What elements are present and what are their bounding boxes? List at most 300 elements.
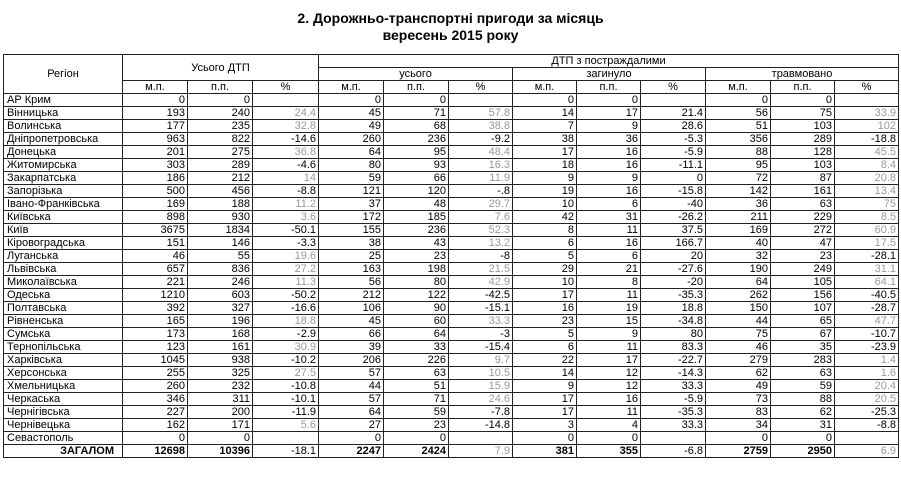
- percent-cell: -15.1: [449, 302, 513, 315]
- value-cell: 0: [706, 432, 771, 445]
- value-cell: 64: [319, 146, 384, 159]
- percent-cell: 83.3: [641, 341, 706, 354]
- percent-cell: 24.6: [449, 393, 513, 406]
- value-cell: 16: [577, 146, 641, 159]
- percent-cell: 1.6: [835, 367, 899, 380]
- value-cell: 1834: [188, 224, 253, 237]
- value-cell: 17: [513, 406, 577, 419]
- percent-header: %: [641, 81, 706, 94]
- percent-cell: 33.9: [835, 107, 899, 120]
- value-cell: 5: [513, 328, 577, 341]
- all-header: усього: [319, 68, 513, 81]
- value-cell: 381: [513, 445, 577, 458]
- value-cell: 17: [577, 107, 641, 120]
- percent-cell: 11.2: [253, 198, 319, 211]
- value-cell: 279: [706, 354, 771, 367]
- value-cell: 38: [513, 133, 577, 146]
- value-cell: 3: [513, 419, 577, 432]
- percent-cell: -10.8: [253, 380, 319, 393]
- region-name: Волинська: [4, 120, 123, 133]
- percent-cell: -2.9: [253, 328, 319, 341]
- value-cell: 122: [384, 289, 449, 302]
- value-cell: 822: [188, 133, 253, 146]
- value-cell: 16: [577, 159, 641, 172]
- percent-cell: 11.3: [253, 276, 319, 289]
- value-cell: 10: [513, 276, 577, 289]
- value-cell: 8: [577, 276, 641, 289]
- table-row: [4, 94, 899, 107]
- value-cell: 186: [123, 172, 188, 185]
- value-cell: 938: [188, 354, 253, 367]
- region-name: Севастополь: [4, 432, 123, 445]
- table-row: [4, 328, 899, 341]
- percent-cell: -14.8: [449, 419, 513, 432]
- total-dtp-header: Усього ДТП: [123, 55, 319, 81]
- year-previous-header: п.п.: [577, 81, 641, 94]
- percent-cell: 52.3: [449, 224, 513, 237]
- region-name: Чернігівська: [4, 406, 123, 419]
- percent-cell: -40.5: [835, 289, 899, 302]
- percent-header: %: [253, 81, 319, 94]
- percent-cell: -18.8: [835, 133, 899, 146]
- region-header: Регіон: [4, 55, 123, 94]
- percent-cell: [449, 94, 513, 107]
- percent-cell: [641, 432, 706, 445]
- value-cell: 73: [706, 393, 771, 406]
- value-cell: 35: [771, 341, 835, 354]
- value-cell: 71: [384, 393, 449, 406]
- region-name: Луганська: [4, 250, 123, 263]
- value-cell: 9: [577, 328, 641, 341]
- percent-cell: 24.4: [253, 107, 319, 120]
- value-cell: 206: [319, 354, 384, 367]
- table-row: [4, 276, 899, 289]
- percent-cell: -6.8: [641, 445, 706, 458]
- region-name: Харківська: [4, 354, 123, 367]
- value-cell: 71: [384, 107, 449, 120]
- percent-cell: [253, 94, 319, 107]
- value-cell: 67: [771, 328, 835, 341]
- value-cell: 38: [319, 237, 384, 250]
- value-cell: 65: [771, 315, 835, 328]
- value-cell: 32: [706, 250, 771, 263]
- percent-cell: -22.7: [641, 354, 706, 367]
- percent-cell: [641, 94, 706, 107]
- region-name: Чернівецька: [4, 419, 123, 432]
- region-name: Сумська: [4, 328, 123, 341]
- region-name: ЗАГАЛОМ: [4, 445, 123, 458]
- value-cell: 59: [319, 172, 384, 185]
- table-row: [4, 419, 899, 432]
- value-cell: 8: [513, 224, 577, 237]
- value-cell: 963: [123, 133, 188, 146]
- value-cell: 66: [384, 172, 449, 185]
- value-cell: 193: [123, 107, 188, 120]
- percent-cell: 8.5: [835, 211, 899, 224]
- value-cell: 11: [577, 224, 641, 237]
- value-cell: 51: [706, 120, 771, 133]
- value-cell: 150: [706, 302, 771, 315]
- value-cell: 64: [384, 328, 449, 341]
- value-cell: 42: [513, 211, 577, 224]
- value-cell: 232: [188, 380, 253, 393]
- value-cell: 64: [706, 276, 771, 289]
- value-cell: 46: [706, 341, 771, 354]
- percent-cell: 80: [641, 328, 706, 341]
- table-row: [4, 120, 899, 133]
- region-name: Рівненська: [4, 315, 123, 328]
- accidents-table: [3, 54, 899, 458]
- value-cell: 34: [706, 419, 771, 432]
- region-name: Миколаївська: [4, 276, 123, 289]
- table-row: [4, 198, 899, 211]
- value-cell: 121: [319, 185, 384, 198]
- percent-cell: 20: [641, 250, 706, 263]
- year-current-header: м.п.: [319, 81, 384, 94]
- value-cell: 2424: [384, 445, 449, 458]
- percent-cell: -14.6: [253, 133, 319, 146]
- percent-cell: -28.7: [835, 302, 899, 315]
- percent-cell: -23.9: [835, 341, 899, 354]
- value-cell: 16: [577, 393, 641, 406]
- percent-cell: 18.8: [641, 302, 706, 315]
- value-cell: 9: [513, 380, 577, 393]
- percent-cell: -50.2: [253, 289, 319, 302]
- percent-cell: -.8: [449, 185, 513, 198]
- value-cell: 0: [771, 432, 835, 445]
- table-row: [4, 250, 899, 263]
- percent-cell: 27.2: [253, 263, 319, 276]
- percent-cell: -26.2: [641, 211, 706, 224]
- value-cell: 16: [577, 237, 641, 250]
- table-row: [4, 224, 899, 237]
- value-cell: 31: [577, 211, 641, 224]
- value-cell: 56: [706, 107, 771, 120]
- value-cell: 123: [123, 341, 188, 354]
- value-cell: 63: [771, 367, 835, 380]
- value-cell: 151: [123, 237, 188, 250]
- value-cell: 87: [771, 172, 835, 185]
- dtp-victims-header: ДТП з постраждалими: [319, 55, 899, 68]
- value-cell: 57: [319, 367, 384, 380]
- value-cell: 212: [319, 289, 384, 302]
- value-cell: 37: [319, 198, 384, 211]
- percent-cell: [253, 432, 319, 445]
- region-name: Закарпатська: [4, 172, 123, 185]
- percent-cell: -14.3: [641, 367, 706, 380]
- percent-cell: -50.1: [253, 224, 319, 237]
- value-cell: 49: [706, 380, 771, 393]
- table-row: [4, 263, 899, 276]
- value-cell: 236: [384, 224, 449, 237]
- value-cell: 201: [123, 146, 188, 159]
- percent-cell: -11.1: [641, 159, 706, 172]
- value-cell: 2759: [706, 445, 771, 458]
- percent-cell: 45.5: [835, 146, 899, 159]
- value-cell: 240: [188, 107, 253, 120]
- percent-cell: -8: [449, 250, 513, 263]
- region-name: Херсонська: [4, 367, 123, 380]
- value-cell: 161: [771, 185, 835, 198]
- percent-cell: 166.7: [641, 237, 706, 250]
- value-cell: 156: [771, 289, 835, 302]
- value-cell: 29: [513, 263, 577, 276]
- percent-cell: -35.3: [641, 289, 706, 302]
- percent-cell: 3.6: [253, 211, 319, 224]
- value-cell: 185: [384, 211, 449, 224]
- value-cell: 59: [771, 380, 835, 393]
- table-row: [4, 107, 899, 120]
- value-cell: 0: [771, 94, 835, 107]
- value-cell: 0: [384, 432, 449, 445]
- value-cell: 93: [384, 159, 449, 172]
- value-cell: 55: [188, 250, 253, 263]
- value-cell: 90: [384, 302, 449, 315]
- value-cell: 603: [188, 289, 253, 302]
- table-row: [4, 380, 899, 393]
- value-cell: 6: [577, 250, 641, 263]
- percent-cell: 20.5: [835, 393, 899, 406]
- value-cell: 60: [384, 315, 449, 328]
- percent-cell: 20.8: [835, 172, 899, 185]
- value-cell: 16: [513, 302, 577, 315]
- region-name: Житомирська: [4, 159, 123, 172]
- percent-cell: 15.9: [449, 380, 513, 393]
- value-cell: 19: [513, 185, 577, 198]
- table-row: [4, 406, 899, 419]
- percent-cell: -20: [641, 276, 706, 289]
- value-cell: 75: [771, 107, 835, 120]
- percent-cell: 14: [253, 172, 319, 185]
- value-cell: 80: [319, 159, 384, 172]
- value-cell: 169: [706, 224, 771, 237]
- value-cell: 44: [319, 380, 384, 393]
- value-cell: 275: [188, 146, 253, 159]
- killed-header: загинуло: [513, 68, 706, 81]
- page-title: 2. Дорожньо-транспортні пригоди за місяць: [297, 10, 604, 26]
- table-row: [4, 393, 899, 406]
- value-cell: 155: [319, 224, 384, 237]
- value-cell: 190: [706, 263, 771, 276]
- percent-cell: -7.8: [449, 406, 513, 419]
- percent-cell: 47.7: [835, 315, 899, 328]
- value-cell: 15: [577, 315, 641, 328]
- table-row: [4, 159, 899, 172]
- value-cell: 10396: [188, 445, 253, 458]
- value-cell: 3675: [123, 224, 188, 237]
- percent-cell: 37.5: [641, 224, 706, 237]
- value-cell: 165: [123, 315, 188, 328]
- percent-cell: 7.6: [449, 211, 513, 224]
- value-cell: 303: [123, 159, 188, 172]
- value-cell: 246: [188, 276, 253, 289]
- value-cell: 146: [188, 237, 253, 250]
- table-row: [4, 289, 899, 302]
- value-cell: 283: [771, 354, 835, 367]
- percent-header: %: [835, 81, 899, 94]
- page-subtitle: вересень 2015 року: [382, 27, 519, 43]
- percent-cell: 18.8: [253, 315, 319, 328]
- value-cell: 327: [188, 302, 253, 315]
- value-cell: 14: [513, 107, 577, 120]
- percent-cell: -11.9: [253, 406, 319, 419]
- value-cell: 36: [577, 133, 641, 146]
- region-name: Тернопільська: [4, 341, 123, 354]
- percent-header: %: [449, 81, 513, 94]
- value-cell: 17: [513, 393, 577, 406]
- value-cell: 16: [577, 185, 641, 198]
- percent-cell: 21.4: [641, 107, 706, 120]
- percent-cell: -5.9: [641, 146, 706, 159]
- percent-cell: -10.2: [253, 354, 319, 367]
- value-cell: 162: [123, 419, 188, 432]
- table-row: [4, 432, 899, 445]
- percent-cell: -35.3: [641, 406, 706, 419]
- value-cell: 0: [188, 94, 253, 107]
- subheader-row: [4, 81, 899, 94]
- value-cell: 0: [123, 432, 188, 445]
- value-cell: 120: [384, 185, 449, 198]
- year-previous-header: п.п.: [384, 81, 449, 94]
- value-cell: 66: [319, 328, 384, 341]
- value-cell: 72: [706, 172, 771, 185]
- value-cell: 23: [513, 315, 577, 328]
- value-cell: 168: [188, 328, 253, 341]
- value-cell: 59: [384, 406, 449, 419]
- percent-cell: 48.4: [449, 146, 513, 159]
- value-cell: 95: [706, 159, 771, 172]
- value-cell: 9: [577, 120, 641, 133]
- value-cell: 355: [577, 445, 641, 458]
- table-row: [4, 211, 899, 224]
- year-previous-header: п.п.: [188, 81, 253, 94]
- value-cell: 45: [319, 107, 384, 120]
- percent-cell: 17.5: [835, 237, 899, 250]
- value-cell: 161: [188, 341, 253, 354]
- value-cell: 5: [513, 250, 577, 263]
- percent-cell: 1.4: [835, 354, 899, 367]
- percent-cell: 7.9: [449, 445, 513, 458]
- percent-cell: 8.4: [835, 159, 899, 172]
- percent-cell: -25.3: [835, 406, 899, 419]
- percent-cell: 28.6: [641, 120, 706, 133]
- percent-cell: 13.4: [835, 185, 899, 198]
- percent-cell: 36.8: [253, 146, 319, 159]
- percent-cell: -16.6: [253, 302, 319, 315]
- percent-cell: 16.3: [449, 159, 513, 172]
- region-name: АР Крим: [4, 94, 123, 107]
- value-cell: 31: [771, 419, 835, 432]
- value-cell: 142: [706, 185, 771, 198]
- value-cell: 260: [319, 133, 384, 146]
- value-cell: 1210: [123, 289, 188, 302]
- value-cell: 2247: [319, 445, 384, 458]
- value-cell: 88: [706, 146, 771, 159]
- value-cell: 48: [384, 198, 449, 211]
- percent-cell: [835, 94, 899, 107]
- value-cell: 47: [771, 237, 835, 250]
- percent-cell: -18.1: [253, 445, 319, 458]
- value-cell: 235: [188, 120, 253, 133]
- value-cell: 211: [706, 211, 771, 224]
- value-cell: 221: [123, 276, 188, 289]
- value-cell: 0: [706, 94, 771, 107]
- value-cell: 392: [123, 302, 188, 315]
- value-cell: 103: [771, 159, 835, 172]
- value-cell: 36: [706, 198, 771, 211]
- value-cell: 6: [577, 198, 641, 211]
- value-cell: 0: [319, 94, 384, 107]
- value-cell: 226: [384, 354, 449, 367]
- value-cell: 12: [577, 367, 641, 380]
- value-cell: 169: [123, 198, 188, 211]
- percent-cell: 9.7: [449, 354, 513, 367]
- value-cell: 17: [513, 146, 577, 159]
- year-current-header: м.п.: [706, 81, 771, 94]
- percent-cell: 29.7: [449, 198, 513, 211]
- value-cell: 21: [577, 263, 641, 276]
- value-cell: 173: [123, 328, 188, 341]
- percent-cell: 38.8: [449, 120, 513, 133]
- year-previous-header: п.п.: [771, 81, 835, 94]
- value-cell: 236: [384, 133, 449, 146]
- percent-cell: -8.8: [835, 419, 899, 432]
- value-cell: 19: [577, 302, 641, 315]
- value-cell: 25: [319, 250, 384, 263]
- value-cell: 212: [188, 172, 253, 185]
- percent-cell: -4.6: [253, 159, 319, 172]
- table-row: [4, 185, 899, 198]
- table-row: [4, 367, 899, 380]
- value-cell: 75: [706, 328, 771, 341]
- percent-cell: -8.8: [253, 185, 319, 198]
- region-name: Черкаська: [4, 393, 123, 406]
- value-cell: 12698: [123, 445, 188, 458]
- value-cell: 45: [319, 315, 384, 328]
- percent-cell: -9.2: [449, 133, 513, 146]
- value-cell: 14: [513, 367, 577, 380]
- percent-cell: 60.9: [835, 224, 899, 237]
- value-cell: 930: [188, 211, 253, 224]
- value-cell: 188: [188, 198, 253, 211]
- percent-cell: 102: [835, 120, 899, 133]
- region-name: Одеська: [4, 289, 123, 302]
- value-cell: 17: [513, 289, 577, 302]
- value-cell: 0: [384, 94, 449, 107]
- value-cell: 898: [123, 211, 188, 224]
- value-cell: 0: [123, 94, 188, 107]
- value-cell: 57: [319, 393, 384, 406]
- percent-cell: 5.6: [253, 419, 319, 432]
- value-cell: 83: [706, 406, 771, 419]
- value-cell: 272: [771, 224, 835, 237]
- value-cell: 6: [513, 237, 577, 250]
- value-cell: 11: [577, 341, 641, 354]
- value-cell: 39: [319, 341, 384, 354]
- percent-cell: -28.1: [835, 250, 899, 263]
- value-cell: 0: [577, 432, 641, 445]
- value-cell: 346: [123, 393, 188, 406]
- value-cell: 103: [771, 120, 835, 133]
- percent-cell: 19.6: [253, 250, 319, 263]
- value-cell: 198: [384, 263, 449, 276]
- value-cell: 9: [513, 172, 577, 185]
- value-cell: 4: [577, 419, 641, 432]
- value-cell: 289: [771, 133, 835, 146]
- value-cell: 62: [706, 367, 771, 380]
- value-cell: 51: [384, 380, 449, 393]
- value-cell: 0: [188, 432, 253, 445]
